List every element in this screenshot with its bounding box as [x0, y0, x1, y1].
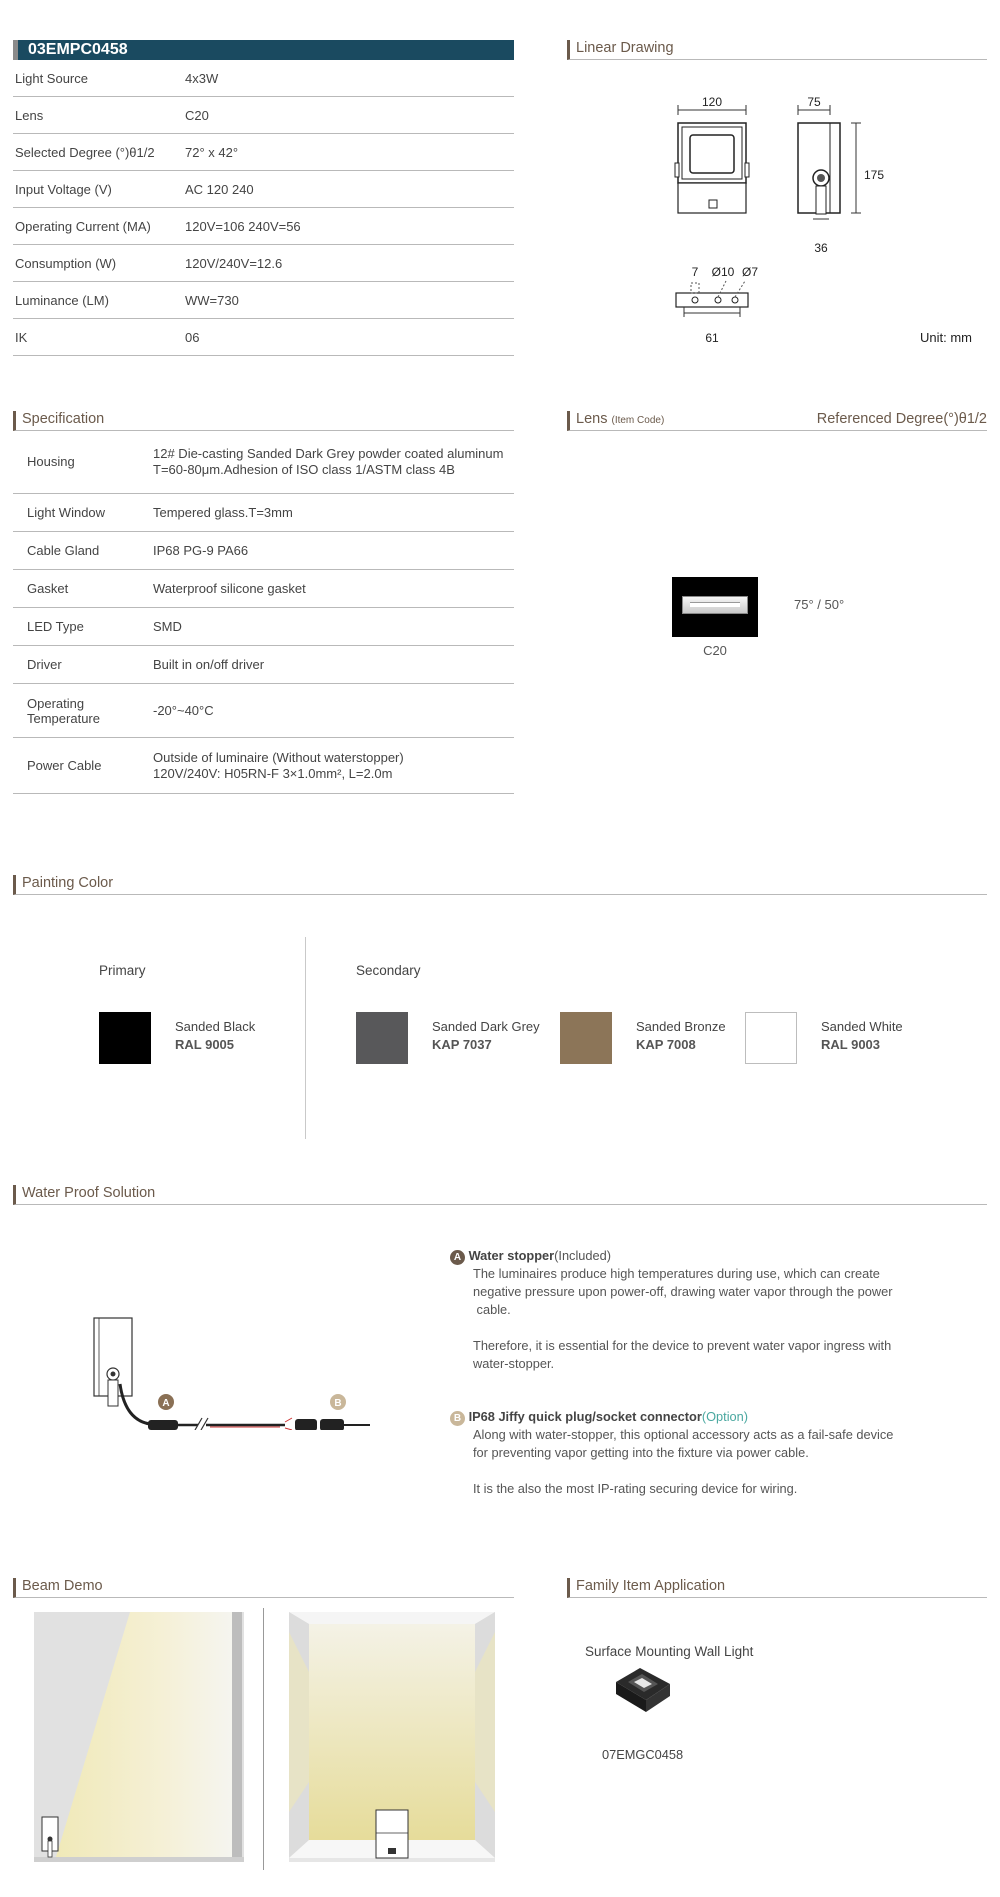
lens-item-code: C20 — [703, 643, 727, 658]
jiffy-suffix: (Option) — [701, 1409, 749, 1424]
family-item-title: Family Item Application — [567, 1578, 987, 1598]
color-swatch — [745, 1012, 797, 1064]
color-name: Sanded Dark Grey — [432, 1019, 540, 1034]
spec-row — [13, 684, 514, 738]
spec-row-value: -20°~40°C — [153, 702, 214, 718]
dim-width: 120 — [701, 95, 723, 109]
product-row-label: Lens — [15, 107, 44, 123]
spec-row-value: Waterproof silicone gasket — [153, 580, 306, 596]
product-row-value: WW=730 — [185, 292, 239, 308]
product-row-value: C20 — [185, 107, 209, 123]
lens-title-label: Lens — [576, 411, 608, 427]
product-row-value: 06 — [185, 329, 200, 345]
wp-a-p2-l1: Therefore, it is essential for the device to prevent water vapor ingress with — [473, 1338, 892, 1353]
beam-demo-front — [289, 1612, 495, 1862]
product-row-value: 72° x 42° — [185, 144, 239, 160]
linear-drawing-title: Linear Drawing — [567, 40, 987, 60]
product-row-label: Input Voltage (V) — [15, 181, 112, 197]
painting-color-title: Painting Color — [13, 875, 987, 895]
jiffy-title: IP68 Jiffy quick plug/socket connector — [468, 1409, 702, 1424]
beam-demo-side — [34, 1612, 244, 1862]
product-table — [13, 60, 514, 356]
product-row-value: 120V/240V=12.6 — [185, 255, 283, 271]
dim-bracket: 36 — [814, 241, 828, 255]
wp-b-p1-l1: Along with water-stopper, this optional accessory acts as a fail-safe device — [473, 1427, 894, 1442]
product-row-label: Selected Degree (°)θ1/2 — [15, 144, 155, 160]
spec-row-value: IP68 PG-9 PA66 — [153, 542, 249, 558]
color-code: KAP 7037 — [432, 1037, 492, 1052]
color-swatch-label — [636, 1018, 726, 1054]
family-item-image — [610, 1660, 674, 1718]
spec-row-value: Built in on/off driver — [153, 656, 265, 672]
product-row-label: Light Source — [15, 70, 88, 86]
product-row — [13, 245, 514, 282]
color-swatch — [560, 1012, 612, 1064]
unit-label: Unit: mm — [920, 330, 972, 345]
color-swatch-label — [432, 1018, 540, 1054]
color-swatch — [356, 1012, 408, 1064]
lens-highlight — [690, 602, 740, 607]
color-code: KAP 7008 — [636, 1037, 696, 1052]
specification-table — [13, 430, 514, 794]
product-row — [13, 97, 514, 134]
color-name: Sanded Bronze — [636, 1019, 726, 1034]
specification-title: Specification — [13, 411, 514, 431]
spec-row — [13, 532, 514, 570]
spec-row-label: Housing — [27, 454, 75, 469]
spec-row-value: Tempered glass.T=3mm — [153, 504, 293, 520]
jiffy-connector-block — [450, 1408, 930, 1498]
product-row-value: AC 120 240 — [185, 181, 254, 197]
color-name: Sanded White — [821, 1019, 903, 1034]
spec-row — [13, 646, 514, 684]
linear-drawing-svg — [660, 88, 900, 350]
dim-hole2: Ø7 — [741, 265, 759, 279]
waterproof-title: Water Proof Solution — [13, 1185, 987, 1205]
color-name: Sanded Black — [175, 1019, 256, 1034]
lens-degree: 75° / 50° — [794, 597, 845, 612]
product-row — [13, 60, 514, 97]
spec-row-label: LED Type — [27, 619, 84, 634]
color-swatch — [99, 1012, 151, 1064]
family-item-label: Surface Mounting Wall Light — [585, 1644, 754, 1659]
dim-depth: 75 — [807, 95, 821, 109]
diagram-badge-b: B — [334, 1398, 342, 1409]
wp-a-p1-l3: cable. — [473, 1302, 511, 1317]
lens-title — [567, 411, 987, 431]
wp-b-p2-l1: It is the also the most IP-rating securing device for wiring. — [473, 1481, 798, 1496]
wp-a-p1-l1: The luminaires produce high temperatures during use, which can create — [473, 1266, 880, 1281]
product-row-label: IK — [15, 329, 28, 345]
spec-row-value: Outside of luminaire (Without waterstopper) — [153, 750, 404, 765]
product-row — [13, 208, 514, 245]
spec-row-value: 12# Die-casting Sanded Dark Grey powder coated aluminum — [153, 446, 504, 461]
dim-base: 61 — [705, 331, 719, 345]
spec-row — [13, 570, 514, 608]
wp-a-p1-l2: negative pressure upon power-off, drawing water vapor through the power — [473, 1284, 893, 1299]
water-stopper-suffix: (Included) — [554, 1248, 612, 1263]
product-code-header: 03EMPC0458 — [13, 40, 514, 60]
spec-row-label: Cable Gland — [27, 543, 100, 558]
spec-row-label: Power Cable — [27, 758, 102, 773]
spec-row-value-2: 120V/240V: H05RN-F 3×1.0mm², L=2.0m — [153, 765, 393, 781]
wp-b-p1-l2: for preventing vapor getting into the fixture via power cable. — [473, 1445, 809, 1460]
spec-row-value: SMD — [153, 618, 182, 634]
spec-row-label: Driver — [27, 657, 62, 672]
product-row-value: 4x3W — [185, 70, 219, 86]
color-swatch-label — [175, 1018, 255, 1054]
product-row-label: Operating Current (MA) — [15, 218, 151, 234]
primary-label: Primary — [99, 963, 146, 978]
spec-row — [13, 430, 514, 494]
spec-row — [13, 608, 514, 646]
beam-demo-title: Beam Demo — [13, 1578, 514, 1598]
product-row — [13, 134, 514, 171]
dim-slot: 7 — [691, 265, 699, 279]
color-code: RAL 9003 — [821, 1037, 881, 1052]
spec-row — [13, 494, 514, 532]
beam-demo-divider — [263, 1608, 264, 1870]
diagram-badge-a: A — [162, 1398, 170, 1409]
secondary-label: Secondary — [356, 963, 421, 978]
spec-row-label: Operating Temperature — [27, 695, 100, 726]
product-row — [13, 171, 514, 208]
color-code: RAL 9005 — [175, 1037, 235, 1052]
badge-b: B — [450, 1411, 465, 1426]
lens-image — [672, 577, 758, 637]
spec-row — [13, 738, 514, 794]
product-row-label: Consumption (W) — [15, 255, 117, 271]
painting-divider — [305, 937, 306, 1139]
water-stopper-block — [450, 1247, 930, 1373]
product-row — [13, 282, 514, 319]
dim-hole1: Ø10 — [711, 265, 735, 279]
lens-title-right: Referenced Degree(°)θ1/2 — [816, 411, 987, 427]
dim-height: 175 — [864, 168, 885, 182]
water-stopper-title: Water stopper — [468, 1248, 555, 1263]
spec-row-label: Gasket — [27, 581, 69, 596]
family-item-code: 07EMGC0458 — [602, 1747, 684, 1762]
wp-a-p2-l2: water-stopper. — [473, 1356, 555, 1371]
color-swatch-label — [821, 1018, 903, 1054]
badge-a: A — [450, 1250, 465, 1265]
lens-title-small: (Item Code) — [611, 415, 665, 426]
product-row-value: 120V=106 240V=56 — [185, 218, 301, 234]
product-row-label: Luminance (LM) — [15, 292, 109, 308]
product-row — [13, 319, 514, 356]
spec-row-value-2: T=60-80μm.Adhesion of ISO class 1/ASTM class 4B — [153, 461, 455, 477]
waterproof-diagram — [80, 1310, 380, 1430]
spec-row-label: Light Window — [27, 505, 106, 520]
